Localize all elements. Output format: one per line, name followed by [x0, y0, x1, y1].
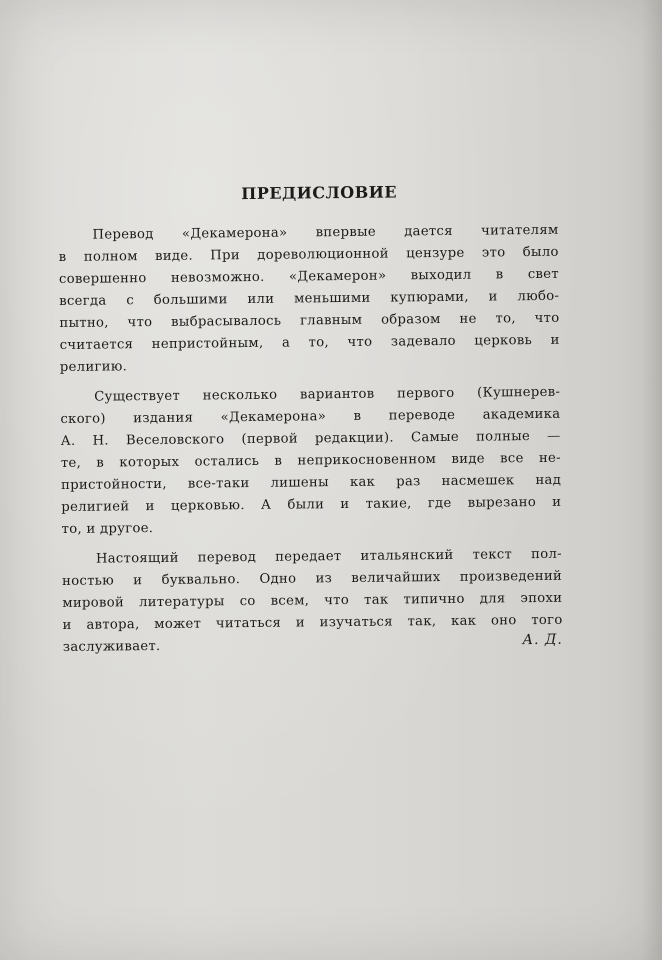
text-line: всегда с большими или меньшими купюрами, и любо- — [59, 288, 560, 309]
paragraph-2 — [60, 382, 562, 541]
text-line: ского) издания «Декамерона» в переводе академика — [60, 406, 561, 427]
text-line: заслуживает. — [62, 638, 161, 655]
text-line: в полном виде. При дореволюционной цензуре это было — [58, 244, 559, 265]
text-line: А. Н. Веселовского (первой редакции). Самые полные — — [60, 428, 561, 449]
text-line: мировой литературы со всем, что так типично для эпохи — [62, 590, 563, 611]
paragraph-3 — [62, 544, 563, 653]
text-line: Существует несколько вариантов первого (Кушнерев- — [94, 384, 561, 405]
text-line: религией и церковью. А были и такие, где вырезано и — [61, 494, 562, 515]
text-line: Перевод «Декамерона» впервые дается читателям — [92, 222, 559, 243]
text-line: те, в которых остались в неприкосновенном виде все не- — [60, 450, 561, 471]
text-line: и автора, может читаться и изучаться так, как оно того — [62, 612, 563, 633]
text-line: то, и другое. — [61, 521, 154, 537]
text-line: считается непристойным, а то, что задевало церковь и — [59, 332, 560, 353]
text-line: совершенно невозможно. «Декамерон» выходил в свет — [58, 266, 560, 287]
preface-text-block — [58, 181, 563, 661]
page-title: ПРЕДИСЛОВИЕ — [241, 182, 398, 204]
text-line: ностью и буквально. Одно из величайших произведений — [62, 568, 563, 589]
text-line: пытно, что выбрасывалось главным образом не то, что — [59, 310, 560, 331]
paragraph-1 — [58, 220, 560, 379]
author-signature: А. Д. — [522, 631, 563, 649]
text-line: Настоящий перевод передает итальянский текст пол- — [95, 546, 562, 567]
text-line: религию. — [59, 359, 128, 375]
page-edge-shadow — [642, 0, 662, 960]
text-line: пристойности, все-таки лишены как раз насмешек над — [61, 472, 562, 493]
